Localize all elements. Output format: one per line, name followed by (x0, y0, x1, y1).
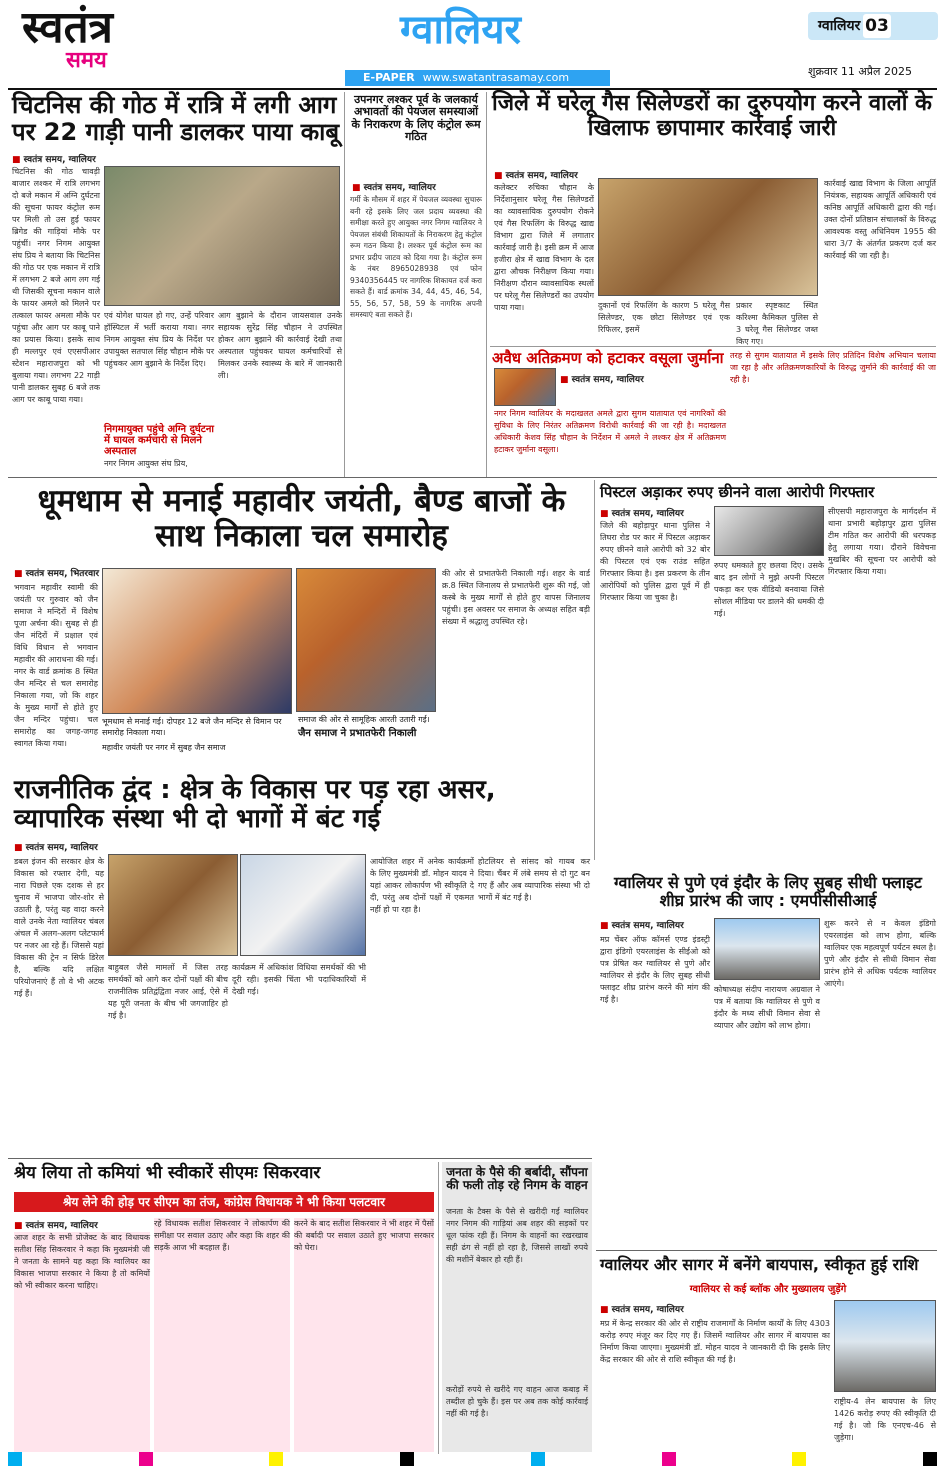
s1-col2: आग बुझाने के दौरान जायसवाल उनके सहायक सुरेंद्र सिंह चौहान ने उपस्थित होकर आग बुझाने की कार्रवाई देखी तथा अस्पताल पहुंचकर घायल कर्मचारियों से मिलकर उनके स्वास्थ्य के बारे में जानकारी ली। (218, 311, 342, 380)
s11-photo-caption: राष्ट्रीय-4 लेन बायपास के लिए 1426 करोड़ रुपए की स्वीकृति दी गई है। जो कि एनएच-46 से जुड़ेगा। (834, 1397, 936, 1442)
s3-byline: ■ स्वतंत्र समय, ग्वालियर (494, 168, 578, 181)
s4-photo (494, 368, 556, 406)
s7-byline: ■ स्वतंत्र समय, ग्वालियर (14, 840, 98, 853)
yellow-mark (269, 1452, 283, 1466)
s10-body: जनता के टैक्स के पैसे से खरीदी गई ग्वालियर नगर निगम की गाड़ियां अब शहर की सड़कों पर धूल फांक रही हैं। निगम के वाहनों का रखरखाव सही ढंग से नहीं हो रहा है, जिससे लाखों रुपये की मशीनें बेकार हो रही हैं। (446, 1207, 588, 1264)
s11-road-photo (834, 1300, 936, 1392)
divider (486, 92, 487, 477)
s11-headline: ग्वालियर और सागर में बनेंगे बायपास, स्वीकृत हुई राशि (600, 1255, 919, 1274)
s4-byline: ■ स्वतंत्र समय, ग्वालियर (560, 372, 644, 385)
s1-col2b: नगर निगम आयुक्त संघ प्रिय, (104, 459, 188, 468)
black-mark (923, 1452, 937, 1466)
s9-body: आज शहर के सभी प्रोजेक्ट के बाद विधायक सतीश सिंह सिकरवार ने कहा कि मुख्यमंत्री जी ने जनता के सामने यह कहा कि ग्वालियर का विकास भाजपा सरकार ने किया है तो कमियों को भी स्वीकार करना चाहिए। (14, 1232, 150, 1452)
s4-body: नगर निगम ग्वालियर के मदाखलत अमले द्वारा सुगम यातायात एवं नागरिकों की सुविधा के लिए निरंतर अतिक्रमण विरोधी कार्रवाई की जा रही है। मदाखलत अधिकारी केशव सिंह चौहान के निर्देशन में अमले ने लश्कर क्षेत्र में अतिक्रमण हटाकर जुर्माना वसूला। (494, 409, 726, 454)
website-link[interactable]: www.swatantrasamay.com (422, 71, 570, 84)
s4-headline: अवैध अतिक्रमण को हटाकर वसूला जुर्माना (492, 349, 724, 367)
divider (438, 1162, 439, 1454)
s2-headline: उपनगर लश्कर पूर्व के जलकार्य अभावतों की पेयजल समस्याओं के निराकरण के लिए कंट्रोल रूम गठित (351, 93, 481, 143)
s1-byline: ■ स्वतंत्र समय, ग्वालियर (12, 152, 96, 165)
s8-col2: कोषाध्यक्ष संदीप नारायण अग्रवाल ने पत्र में बताया कि ग्वालियर से पुणे व इंदौर के मध्य सीधी विमान सेवा से व्यापार और उद्योग को लाभ होगा। (714, 985, 820, 1030)
s1-body: चिटनिस की गोठ चावड़ी बाजार लश्कर में रात्रि लगभग दो बजे मकान में अग्नि दुर्घटना की सूचना फायर कंट्रोल रूम पर मिली तो उस हुई फायर ब्रिगेड की गाड़ियां मौके पर पहुंचीं। नगर निगम आयुक्त संघ प्रिय ने बताया कि चिटनिस की गोठ पर एक मकान में रात्रि में लगभग 2 बजे आग लग गई थी जिसकी सूचना मकान वाले के फायर अमले को मिलने पर तत्काल फायर अमला मौके पर पहुंचा और आग पर काबू पाने का प्रयास किया। इसके साथ ही मल्लपुर एवं एएसपीआर स्टेशन महाराजपुरा को भी बुलाया गया। लगभग 22 गाड़ी पानी डालकर सुबह 6 बजे तक आग पर काबू पाया गया। (12, 167, 100, 404)
s9-col3: करने के बाद सतीश सिकरवार ने भी शहर में पैसों की बर्बादी पर सवाल उठाते हुए भाजपा सरकार को घेरा। (294, 1218, 434, 1452)
s9-subbar: श्रेय लेने की होड़ पर सीएम का तंज, कांग्रेस विधायक ने भी किया पलटवार (14, 1192, 434, 1212)
s4-col2: तरह से सुगम यातायात में इसके लिए प्रतिदिन विशेष अभियान चलाया जा रहा है और अतिक्रमणकारियों के विरुद्ध जुर्माने की कार्रवाई की जा रही है। (730, 351, 936, 384)
print-marks (8, 1452, 937, 1464)
s11-byline: ■ स्वतंत्र समय, ग्वालियर (600, 1302, 684, 1315)
s3-col2: प्रकार स्पृष्टकाट स्थित करिश्मा कैमिकल पुलिस से 3 घरेलू गैस सिलेण्डर जब्त किए गए। (736, 301, 818, 346)
s5-byline: ■ स्वतंत्र समय, भितरवार (14, 566, 99, 579)
s10-headline: जनता के पैसे की बर्बादी, सौंपना की फली तोड़ रहे निगम के वाहन (446, 1165, 588, 1193)
black-mark (400, 1452, 414, 1466)
row-divider (8, 477, 937, 478)
epaper-label: E-PAPER (363, 71, 415, 84)
row-divider (596, 1250, 937, 1251)
s7-body: डबल इंजन की सरकार क्षेत्र के विकास को रफ्तार देगी, यह नारा पिछले एक दशक से हर चुनाव में भाजपा जोर-शोर से उठाती है, परंतु यह वादा करने वाले उनके नेता ग्वालियर चंबल अंचल में अलग-अलग प्लेटफार्म पर नजर आ रहे हैं। जिससे यहां विकास की ट्रेन न सिर्फ डिरेल है, बल्कि यदि लक्षित परियोजनाएं हैं तो वे भी अटक गई हैं। (14, 857, 104, 998)
s11-subheadline: ग्वालियर से कई ब्लॉक और मुख्यालय जुड़ेंगे (689, 1284, 847, 1295)
s7-photo-scindia (240, 854, 366, 956)
s11-body: मप्र में केन्द्र सरकार की ओर से राष्ट्रीय राजमार्गों के निर्माण कार्यों के लिए 4303 करोड़ रुपए मंजूर कर दिए गए हैं। जिसमें ग्वालियर और सागर में बायपास का निर्माण किया जाएगा। मुख्यमंत्री डॉ. मोहन यादव ने जानकारी दी कि इसके लिए केंद्र सरकार की ओर से राशि स्वीकृत की गई है। (600, 1319, 830, 1364)
cyan-mark (8, 1452, 22, 1466)
s3-photo-caption: दुकानों एवं रिफलिंग के कारण 5 घरेलू गैस सिलेण्डर, एक छोटा सिलेण्डर एवं एक रिफिलर, इसमें (598, 301, 730, 334)
s2-body: गर्मी के मौसम में शहर में पेयजल व्यवस्था सुचारू बनी रहे इसके लिए जल प्रदाय व्यवस्था की समीक्षा करते हुए आयुक्त नगर निगम ग्वालियर ने पेयजल संबंधी शिकायतों के निराकरण हेतु कंट्रोल रूम गठन किया है। लश्कर पूर्व कंट्रोल रूम का प्रभार प्रदीप जाटव को दिया गया है। कंट्रोल रूम के नंबर 8965028938 एवं फोन 9340356445 पर नागरिक शिकायत दर्ज करा सकते हैं। वार्ड क्रमांक 34, 44, 45, 46, 54, 55, 56, 57, 58, 59 के नागरिक अपनी समस्याएं बता सकते हैं। (350, 195, 482, 319)
s6-pistol-photo (714, 506, 824, 556)
masthead-rule (8, 88, 937, 90)
brand-logo-top: स्वतंत्र (22, 2, 113, 53)
s9-col2: रहे विधायक सतीश सिकरवार ने लोकार्पण की समीक्षा पर सवाल उठाए और कहा कि शहर की सड़कें आज भी बदहाल हैं। (154, 1218, 290, 1452)
s7-col4: आयोजित शहर में अनेक कार्यक्रमों के लिए मुख्यमंत्री डॉ. मोहन यादव ने यहां आकर लोकार्पण भी स्वीकृति दे दी, परंतु अब दोनों पक्षों में एकमत नहीं हो पा रहा है। (370, 857, 474, 914)
s5-body: भगवान महावीर स्वामी की जयंती पर गुरुवार को जैन समाज ने मन्दिरों में विशेष पूजा अर्चना की। सुबह से ही जैन मंदिरों में प्रक्षाल एवं विधि विधान से भगवान महावीर की आराधना की गई। नगर के वार्ड क्रमांक 8 स्थित जैन मन्दिर से चल समारोह निकाला गया, जो कि शहर के मुख्य मार्गों से होते हुए जैन मन्दिर पहुंचा। चल समारोह का जगह-जगह स्वागत किया गया। (14, 583, 98, 748)
brand-logo-bottom: समय (66, 48, 107, 73)
s10-col2: करोड़ों रुपये से खरीदे गए वाहन आज कबाड़ में तब्दील हो चुके हैं। इस पर अब तक कोई कार्रवाई नहीं की गई है। (446, 1385, 588, 1418)
s6-body: जिले की बहोड़ापुर थाना पुलिस ने तिघरा रोड पर कार में पिस्टल अड़ाकर रुपए छीनने वाले आरोपी को 32 बोर की पिस्टल एवं एक राउंड सहित गिरफ्तार किया है। इस प्रकरण के तीन आरोपियों को पुलिस द्वारा पूर्व में ही गिरफ्तार किया जा चुका है। (600, 521, 710, 602)
s7-photo-tomar (108, 854, 238, 956)
s5-caption-2: समाज की ओर से सामूहिक आरती उतारी गई। (298, 715, 430, 724)
s5-caption-1: भूमधाम से मनाई गई। दोपहर 12 बजे जैन मन्दिर से विमान पर समारोह निकाला गया। (102, 717, 282, 737)
s8-headline: ग्वालियर से पुणे एवं इंदौर के लिए सुबह सीधी फ्लाइट शीघ्र प्रारंभ की जाए : एमपीसीसीआई (614, 873, 922, 910)
row-divider (8, 1158, 592, 1159)
s7-col2: बाहुबल जैसे मामलों में जिस तरह समर्थकों को आगे कर दोनों पक्षों की बीच राजनीतिक प्रतिद्वंद्विता नजर आई, ऐसे में यह पूरी जनता के बीच भी जगजाहिर हो गई है। (108, 963, 228, 1020)
s8-plane-photo (714, 918, 820, 980)
magenta-mark (139, 1452, 153, 1466)
page-city: ग्वालियर (818, 18, 861, 34)
s6-col2: रुपए धमकाते हुए छलवा दिए। उसके बाद इन लोगों ने मुझे अपनी पिस्टल पकड़ा कर एक वीडियो बनवाया जिसे सोशल मीडिया पर डालने की धमकी दी गई। (714, 561, 825, 618)
s5-col4: की ओर से प्रभातफेरी निकाली गई। शहर के वार्ड क्र.8 स्थित जिनालय से प्रभातफेरी शुरू की गई, जो कस्बे के मुख्य मार्गों से होते हुए वापस जिनालय पहुंची। इस अवसर पर समाज के अध्यक्ष सहित बड़ी संख्या में श्रद्धालु उपस्थित रहे। (442, 569, 590, 626)
s1-headline: चिटनिस की गोठ में रात्रि में लगी आग पर 22 गाड़ी पानी डालकर पाया काबू (12, 91, 340, 146)
page-number: 03 (863, 14, 891, 38)
s6-col3: सीएसपी महाराजपुरा के मार्गदर्शन में थाना प्रभारी बहोड़ापुर द्वारा पुलिस टीम गठित कर आरोपी की धरपकड़ हेतु लगाया गया। दौराने विवेचना मुखबिर की सूचना पर आरोपी को गिरफ्तार किया गया। (828, 507, 936, 576)
s5-photo-procession (102, 568, 292, 714)
s6-byline: ■ स्वतंत्र समय, ग्वालियर (600, 506, 684, 519)
epaper-bar (345, 70, 610, 86)
s8-body: मप्र चेंबर ऑफ कॉमर्स एण्ड इंडस्ट्री द्वारा इंडिगो एयरलाइंस के सीईओ को पत्र प्रेषित कर ग्वालियर से पुणे और ग्वालियर से इंदौर के लिए सुबह सीधी फ्लाइट शीघ्र प्रारंभ करने की मांग की गई है। (600, 935, 710, 1004)
s3-headline: जिले में घरेलू गैस सिलेण्डरों का दुरुपयोग करने वालों के खिलाफ छापामार कार्रवाई जारी (492, 91, 932, 141)
s1-fire-photo (104, 166, 340, 306)
s1-subheadline: निगमायुक्त पहुंचे अग्नि दुर्घटना में घायल कर्मचारी से मिलने अस्पताल (104, 424, 214, 458)
s5-photo-aarti (296, 568, 436, 712)
s5-headline: धूमधाम से मनाई महावीर जयंती, बैण्ड बाजों के साथ निकाला चल समारोह (37, 483, 566, 554)
s8-col3: शुरू करने से न केवल इंडिगो एयरलाइंस को लाभ होगा, बल्कि ग्वालियर एक महत्वपूर्ण पर्यटन स्थल है। पुणे और इंदौर से सीधी विमान सेवा प्रारंभ होने से अधिक पर्यटक ग्वालियर आएंगे। (824, 919, 936, 988)
section-title: ग्वालियर (400, 7, 521, 53)
s9-headline: श्रेय लिया तो कमियां भी स्वीकारें सीएमः सिकरवार (14, 1163, 321, 1183)
s2-byline: ■ स्वतंत्र समय, ग्वालियर (352, 180, 436, 193)
s5-caption-3-title: जैन समाज ने प्रभातफेरी निकाली (298, 728, 417, 739)
s7-col5: होटलियर से सांसद को गायब कर दिया। चैंबर में लंबे समय से दो गुट बन गए हैं और अब व्यापारिक संस्था भी दो भागों में बंट गई है। (478, 857, 590, 902)
magenta-mark (662, 1452, 676, 1466)
s9-byline: ■ स्वतंत्र समय, ग्वालियर (14, 1218, 98, 1231)
s1-photo-caption: एवं योगेश घायल हो गए, उन्हें परिवार हॉस्पिटल में भर्ती कराया गया। नगर निगम आयुक्त संघ प्रिय के निर्देश पर उपायुक्त सतपाल सिंह चौहान मौके पर पहुंचकर आग बुझाने के निर्देश दिए। (104, 311, 214, 368)
s8-byline: ■ स्वतंत्र समय, ग्वालियर (600, 918, 684, 931)
yellow-mark (792, 1452, 806, 1466)
s7-headline: राजनीतिक द्वंद : क्षेत्र के विकास पर पड़ रहा असर, व्यापारिक संस्था भी दो भागों में बंट गई (14, 775, 496, 835)
s3-body: कलेक्टर रुचिका चौहान के निर्देशानुसार घरेलू गैस सिलेण्डरों का व्यावसायिक दुरुपयोग रोकने एवं गैस रिफलिंग के विरुद्ध खाद्य विभाग द्वारा जिले में लगातार कार्रवाई जारी है। इसी क्रम में आज हजीरा क्षेत्र में खाद्य विभाग के दल द्वारा औचक निरीक्षण किया गया। निरीक्षण दौरान व्यावसायिक स्थलों पर घरेलू गैस सिलेण्डरों का उपयोग पाया गया। (494, 183, 594, 312)
s3-col3: कार्रवाई खाद्य विभाग के जिला आपूर्ति नियंत्रक, सहायक आपूर्ति अधिकारी एवं कनिष्ठ आपूर्ति अधिकारी द्वारा की गई। उक्त दोनों प्रतिष्ठान संचालकों के विरुद्ध आवश्यक वस्तु अधिनियम 1955 की धारा 3/7 के अंतर्गत प्रकरण दर्ज कर कार्रवाई की जा रही है। (824, 179, 936, 260)
s3-gas-photo (598, 178, 818, 296)
divider (594, 480, 595, 860)
s7-col3: कार्यक्रम में अधिकांश विधिया समर्थकों की भी दूरी रही। इसकी चिंता भी पदाधिकारियों में देखी गई। (232, 963, 366, 996)
page-date: शुक्रवार 11 अप्रैल 2025 (808, 65, 912, 78)
cyan-mark (531, 1452, 545, 1466)
s6-headline: पिस्टल अड़ाकर रुपए छीनने वाला आरोपी गिरफ्तार (600, 483, 875, 501)
divider (344, 92, 345, 477)
s5-caption-3: महावीर जयंती पर नगर में सुबह जैन समाज (102, 743, 226, 752)
